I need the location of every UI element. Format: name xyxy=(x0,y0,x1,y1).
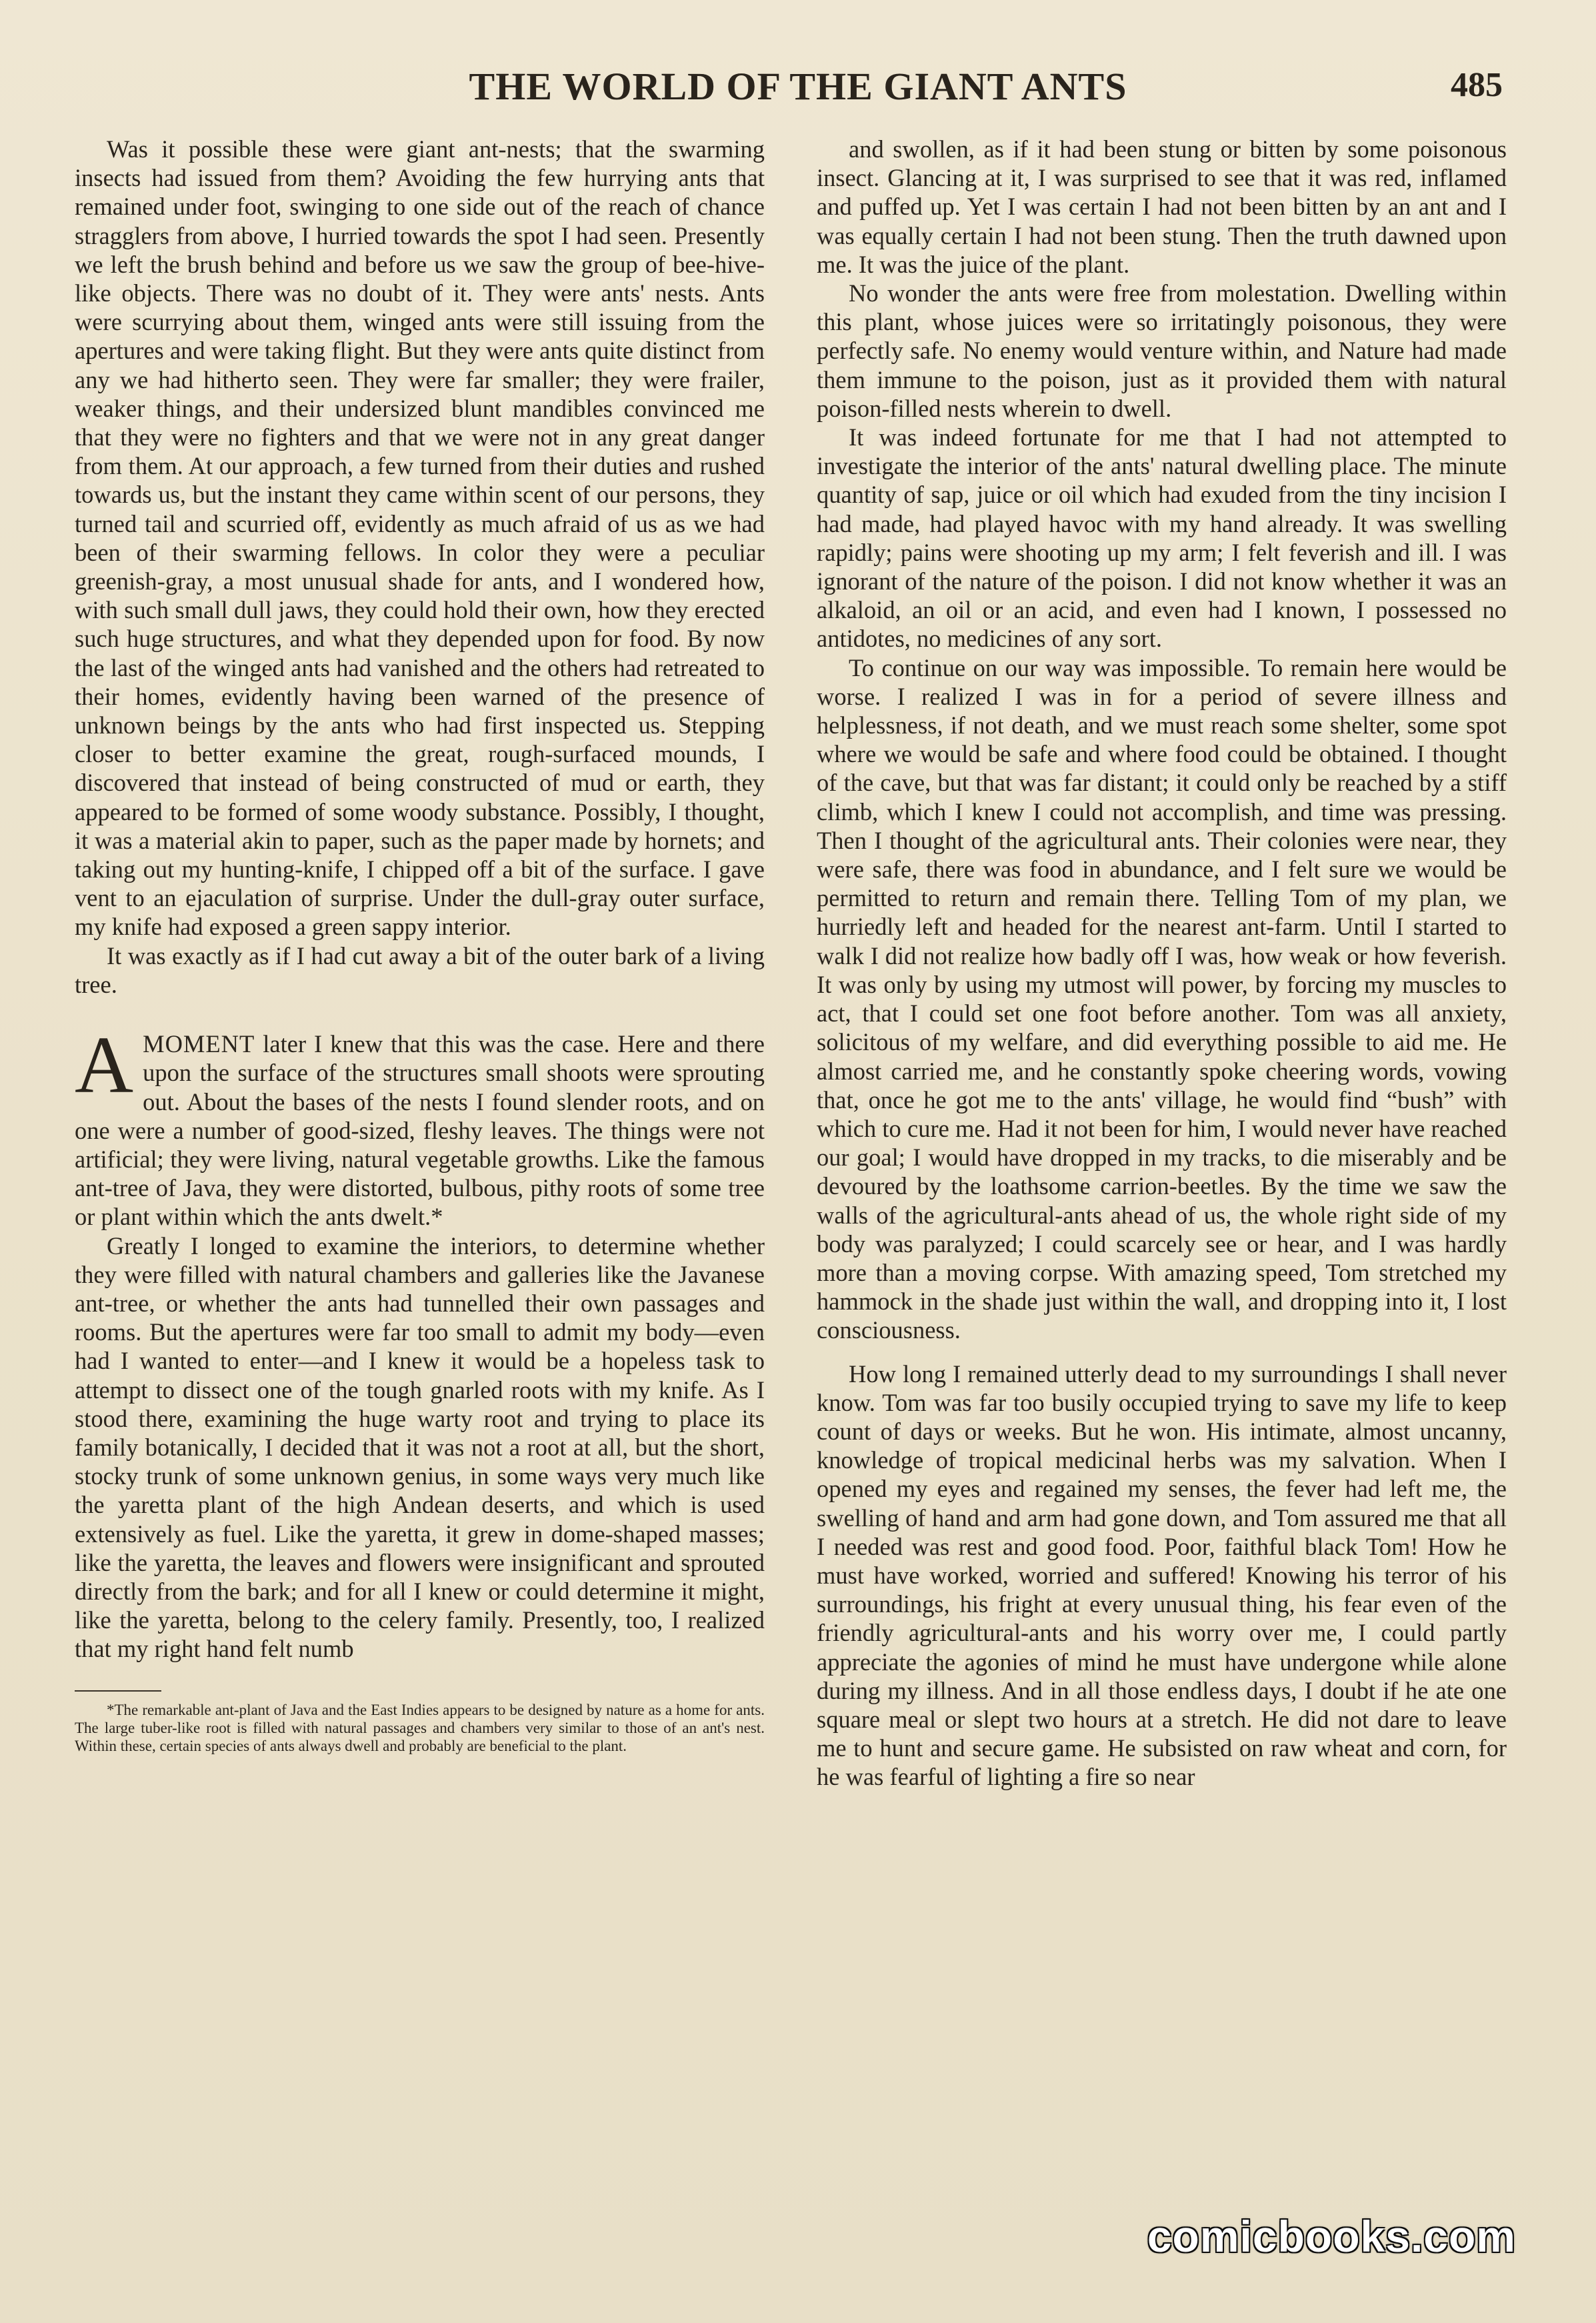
small-caps-lead: MOMENT xyxy=(143,1030,255,1058)
paragraph: Greatly I longed to examine the interiors, to determine whether they were filled with natural chambers and galleries like the Javanese ant-tree, or whether the ants had tunnelled their own passages and rooms. But the apertures were far too small to admit my body—even had I wanted to enter—and I knew it would be a hopeless task to attempt to dissect one of the tough gnarled roots with my knife. As I stood there, examining the huge warty root and trying to place its family botanically, I decided that it was not a root at all, but the short, stocky trunk of some unknown genius, in some ways very much like the yaretta plant of the high Andean deserts, and which is used extensively as fuel. Like the yaretta, it grew in dome-shaped masses; like the yaretta, the leaves and flowers were insignificant and sprouted directly from the bark; and for all I knew or could determine it might, like the yaretta, belong to the celery family. Presently, too, I realized that my right hand felt numb xyxy=(75,1232,765,1663)
running-header xyxy=(87,64,1509,117)
page-number: 485 xyxy=(1451,66,1503,104)
left-column xyxy=(75,135,765,1755)
footnote: *The remarkable ant-plant of Java and the East Indies appears to be designed by nature as a home for ants. The large tuber-like root is filled with natural passages and chambers very similar to those of an ant's nest. Within these, certain species of ants always dwell and probably are beneficial to the plant. xyxy=(75,1701,765,1754)
paragraph: How long I remained utterly dead to my surroundings I shall never know. Tom was far too busily occupied trying to save my life to keep count of days or weeks. But he won. His intimate, almost uncanny, knowledge of tropical medicinal herbs was my salvation. When I opened my eyes and regained my senses, the fever had left me, the swelling of hand and arm had gone down, and Tom assured me that all I needed was rest and good food. Poor, faithful black Tom! How he must have worked, worried and suffered! Knowing his terror of his surroundings, his fright at every unusual thing, his fear even of the friendly agricultural-ants and his worry over me, I could partly appreciate the agonies of mind he must have undergone while alone during my illness. And in all those endless days, I doubt if he ate one square meal or slept two hours at a stretch. He did not dare to leave me to hunt and secure game. He subsisted on raw wheat and corn, for he was fearful of lighting a fire so near xyxy=(817,1360,1507,1791)
drop-cap: A xyxy=(75,1020,134,1111)
paragraph-with-dropcap xyxy=(75,1020,765,1231)
paragraph: and swollen, as if it had been stung or bitten by some poisonous insect. Glancing at it, I was surprised to see that it was red, inflamed and puffed up. Yet I was certain I had not been bitten by an ant and I was equally certain I had not been stung. Then the truth dawned upon me. It was the juice of the plant. xyxy=(817,135,1507,278)
paragraph-text: later I knew that this was the case. Here and there upon the surface of the structures small shoots were sprouting out. About the bases of the nests I found slender roots, and on one were a number of good-sized, fleshy leaves. The things were not artificial; they were living, natural vegetable growths. Like the famous ant-tree of Java, they were distorted, bulbous, pithy roots of some tree or plant within which the ants dwelt.* xyxy=(75,1030,765,1231)
right-column xyxy=(817,135,1507,1792)
site-watermark: comicbooks.com xyxy=(1147,2212,1516,2261)
paragraph: No wonder the ants were free from molestation. Dwelling within this plant, whose juices were so irritatingly poisonous, they were perfectly safe. No enemy would venture within, and Nature had made them immune to the poison, just as it provided them with natural poison-filled nests wherein to dwell. xyxy=(817,279,1507,422)
running-title: THE WORLD OF THE GIANT ANTS xyxy=(469,65,1127,108)
paragraph: To continue on our way was impossible. To remain here would be worse. I realized I was in for a period of severe illness and helplessness, if not death, and we must reach some shelter, some spot where we would be safe and where food could be obtained. I thought of the cave, but that was far distant; it could only be reached by a stiff climb, which I knew I could not accomplish, and time was pressing. Then I thought of the agricultural ants. Their colonies were near, they were safe, there was food in abundance, and I felt sure we would be permitted to return and remain there. Telling Tom of my plan, we hurriedly left and headed for the nearest ant-farm. Until I started to walk I did not realize how badly off I was, how weak or how feverish. It was only by using my utmost will power, by forcing my muscles to act, that I could set one foot before another. Tom was all anxiety, solicitous of my welfare, and did everything possible to aid me. He almost carried me, and he constantly spoke cheering words, vowing that, once he got me to the ants' village, he would find “bush” with which to cure me. Had it not been for him, I would never have reached our goal; I would have dropped in my tracks, to die miserably and be devoured by the loathsome carrion-beetles. By the time we saw the walls of the agricultural-ants ahead of us, the whole right side of my body was paralyzed; I could scarcely see or hear, and I was hardly more than a moving corpse. With amazing speed, Tom stretched my hammock in the shade just within the wall, and dropping into it, I lost consciousness. xyxy=(817,653,1507,1344)
paragraph: It was indeed fortunate for me that I had not attempted to investigate the interior of the ants' natural dwelling place. The minute quantity of sap, juice or oil which had exuded from the tiny incision I had made, had played havoc with my hand already. It was swelling rapidly; pains were shooting up my arm; I felt feverish and ill. I was ignorant of the nature of the poison. I did not know whether it was an alkaloid, an oil or an acid, and even had I known, I possessed no antidotes, no medicines of any sort. xyxy=(817,423,1507,653)
footnote-divider xyxy=(75,1690,161,1692)
paragraph: Was it possible these were giant ant-nests; that the swarming insects had issued from them? Avoiding the few hurrying ants that remained under foot, swinging to one side out of the reach of chance stragglers from above, I hurried towards the spot I had seen. Presently we left the brush behind and before us we saw the group of bee-hive-like objects. There was no doubt of it. They were ants' nests. Ants were scurrying about them, winged ants were still issuing from the apertures and were taking flight. But they were ants quite distinct from any we had hitherto seen. They were far smaller; they were frailer, weaker things, and their undersized blunt mandibles convinced me that they were no fighters and that we were not in any great danger from them. At our approach, a few turned from their duties and rushed towards us, but the instant they came within scent of our persons, they turned tail and scurried off, evidently as much afraid of us as we had been of their swarming fellows. In color they were a peculiar greenish-gray, a most unusual shade for ants, and I wondered how, with such small dull jaws, they could hold their own, how they erected such huge structures, and what they depended upon for food. By now the last of the winged ants had vanished and the others had retreated to their homes, evidently having been warned of the presence of unknown beings by the ants who had first inspected us. Stepping closer to better examine the great, rough-surfaced mounds, I discovered that instead of being constructed of mud or earth, they appeared to be formed of some woody substance. Possibly, I thought, it was a material akin to paper, such as the paper made by hornets; and taking out my hunting-knife, I chipped off a bit of the surface. I gave vent to an ejaculation of surprise. Under the dull-gray outer surface, my knife had exposed a green sappy interior. xyxy=(75,135,765,941)
paragraph: It was exactly as if I had cut away a bit of the outer bark of a living tree. xyxy=(75,941,765,998)
